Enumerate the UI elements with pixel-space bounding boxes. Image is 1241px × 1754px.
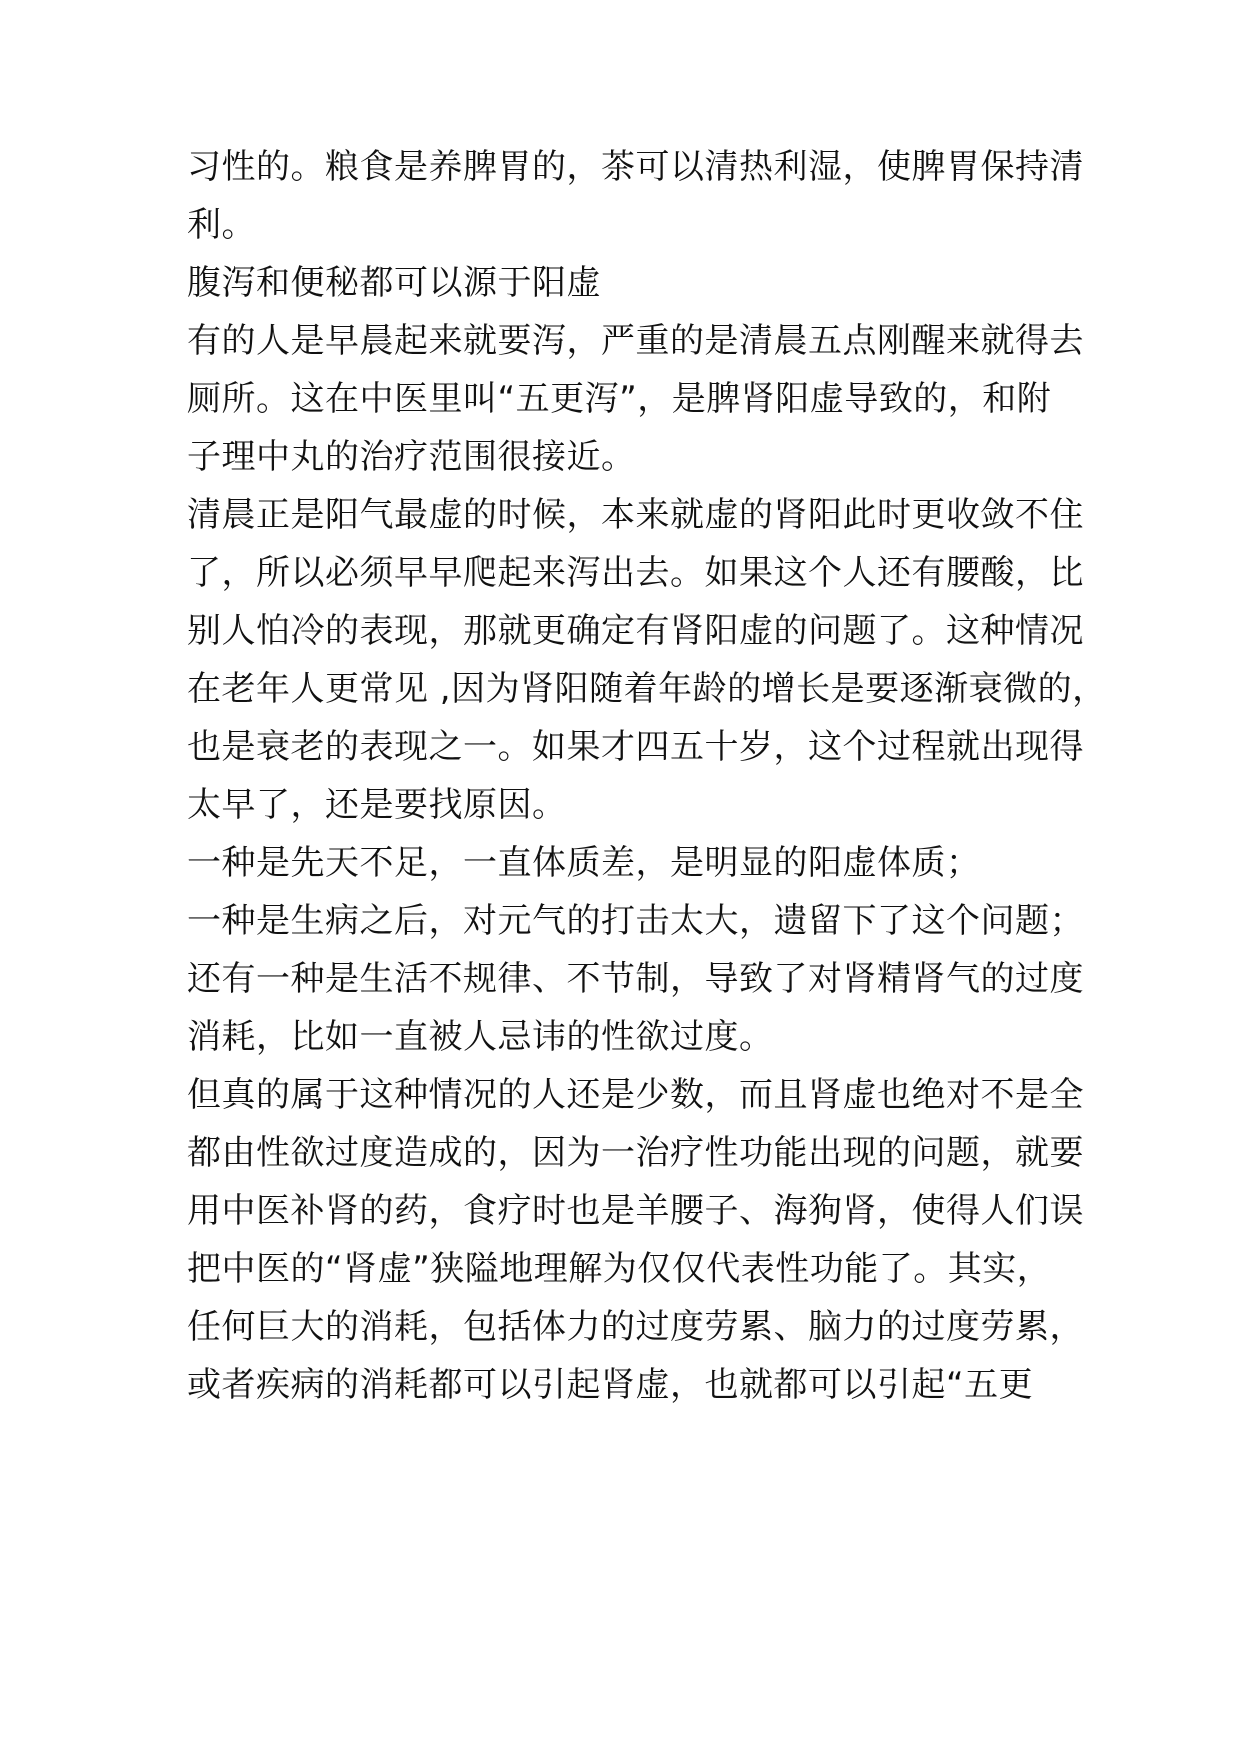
text-line: 别人怕冷的表现，那就更确定有肾阳虚的问题了。这种情况 <box>187 611 1084 651</box>
text-line: 还有一种是生活不规律、不节制，导致了对肾精肾气的过度 <box>187 959 1084 999</box>
text-line: 了，所以必须早早爬起来泻出去。如果这个人还有腰酸，比 <box>187 553 1084 593</box>
text-line: 厕所。这在中医里叫“五更泻”，是脾肾阳虚导致的，和附 <box>187 379 1052 419</box>
text-line: 或者疾病的消耗都可以引起肾虚，也就都可以引起“五更 <box>187 1365 1034 1405</box>
text-line: 把中医的“肾虚”狭隘地理解为仅仅代表性功能了。其实， <box>187 1249 1052 1289</box>
text-line: 都由性欲过度造成的，因为一治疗性功能出现的问题，就要 <box>187 1133 1084 1173</box>
text-line: 消耗，比如一直被人忌讳的性欲过度。 <box>187 1017 774 1057</box>
text-line: 利。 <box>187 205 256 245</box>
text-line: 一种是先天不足，一直体质差，是明显的阳虚体质； <box>187 843 981 883</box>
text-line: 也是衰老的表现之一。如果才四五十岁，这个过程就出现得 <box>187 727 1084 767</box>
text-line: 习性的。粮食是养脾胃的，茶可以清热利湿，使脾胃保持清 <box>187 147 1084 187</box>
text-line: 一种是生病之后，对元气的打击太大，遗留下了这个问题； <box>187 901 1084 941</box>
text-line: 在老年人更常见 ,因为肾阳随着年龄的增长是要逐渐衰微的， <box>187 669 1107 709</box>
text-line: 有的人是早晨起来就要泻，严重的是清晨五点刚醒来就得去 <box>187 321 1084 361</box>
text-line: 清晨正是阳气最虚的时候，本来就虚的肾阳此时更收敛不住 <box>187 495 1084 535</box>
text-line: 子理中丸的治疗范围很接近。 <box>187 437 636 477</box>
text-line: 用中医补肾的药，食疗时也是羊腰子、海狗肾，使得人们误 <box>187 1191 1084 1231</box>
section-heading: 腹泻和便秘都可以源于阳虚 <box>187 263 601 303</box>
text-line: 任何巨大的消耗，包括体力的过度劳累、脑力的过度劳累， <box>187 1307 1084 1347</box>
text-line: 太早了，还是要找原因。 <box>187 785 567 825</box>
text-line: 但真的属于这种情况的人还是少数，而且肾虚也绝对不是全 <box>187 1075 1084 1115</box>
